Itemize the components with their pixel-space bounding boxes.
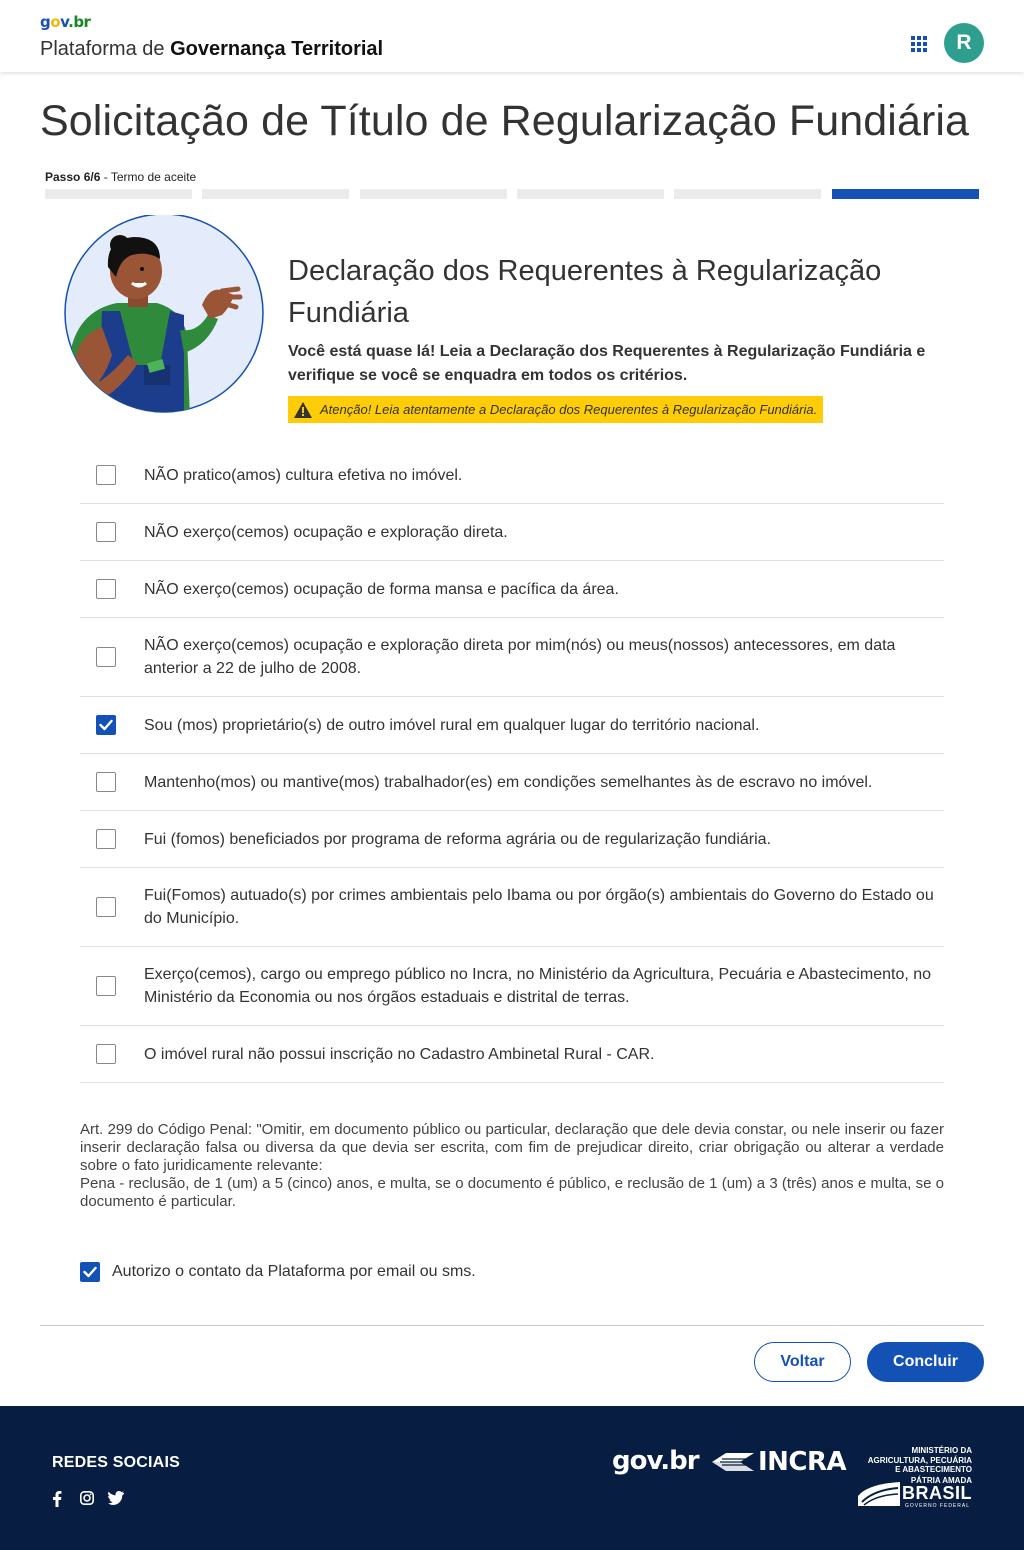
facebook-icon[interactable] xyxy=(52,1491,66,1507)
site-footer xyxy=(0,1406,1024,1550)
step-bar-5 xyxy=(674,189,821,199)
criteria-item-10[interactable] xyxy=(80,1026,944,1083)
site-header xyxy=(0,0,1024,72)
criteria-label: Exerço(cemos), cargo ou emprego público no Incra, no Ministério da Agricultura, Pecuária e Abastecimento, no Ministério da Economia ou nos órgãos estaduais e distrital de terras. xyxy=(144,966,932,1006)
criteria-item-9[interactable] xyxy=(80,947,944,1026)
social-links xyxy=(52,1491,124,1507)
mapa-brasil-text: BRASIL xyxy=(902,1483,972,1503)
govbr-footer-logo[interactable]: gov.br xyxy=(612,1446,699,1476)
user-avatar[interactable]: R xyxy=(944,23,984,63)
mapa-brasil-logo[interactable] xyxy=(852,1446,972,1509)
back-button[interactable]: Voltar xyxy=(754,1342,851,1382)
warning-icon xyxy=(294,402,312,418)
penal-code-article: Art. 299 do Código Penal: "Omitir, em documento público ou particular, declaração que dele devia constar, ou nele inserir ou fazer inserir declaração falsa ou diversa da que devia ser escrita, com fim de prejudicar direito, criar obrigação ou alterar a verdade sobre o fato juridicamente relevante: xyxy=(80,1121,944,1174)
contact-consent[interactable] xyxy=(80,1262,476,1282)
criteria-checkbox[interactable] xyxy=(96,715,116,735)
divider xyxy=(40,1325,984,1326)
consent-checkbox[interactable] xyxy=(80,1262,100,1282)
criteria-item-2[interactable] xyxy=(80,504,944,561)
criteria-item-7[interactable] xyxy=(80,811,944,868)
finish-button[interactable]: Concluir xyxy=(867,1342,984,1382)
criteria-label: O imóvel rural não possui inscrição no Cadastro Ambinetal Rural - CAR. xyxy=(144,1045,655,1063)
instagram-icon[interactable] xyxy=(80,1491,94,1507)
mapa-line-2: AGRICULTURA, PECUÁRIA xyxy=(867,1456,972,1465)
brasil-flag-icon xyxy=(858,1480,900,1506)
step-bar-2 xyxy=(202,189,349,199)
criteria-label: Mantenho(mos) ou mantive(mos) trabalhador(es) em condições semelhantes às de escravo no imóvel. xyxy=(144,773,873,791)
criteria-item-6[interactable] xyxy=(80,754,944,811)
farmer-illustration xyxy=(62,215,266,419)
criteria-item-1[interactable] xyxy=(80,447,944,504)
criteria-checkbox[interactable] xyxy=(96,579,116,599)
incra-logo-text: INCRA xyxy=(758,1447,847,1477)
criteria-item-4[interactable] xyxy=(80,618,944,697)
attention-alert xyxy=(288,396,823,423)
criteria-checkbox[interactable] xyxy=(96,829,116,849)
criteria-label: NÃO pratico(amos) cultura efetiva no imóvel. xyxy=(144,466,463,484)
criteria-checkbox[interactable] xyxy=(96,522,116,542)
criteria-label: Sou (mos) proprietário(s) de outro imóvel rural em qualquer lugar do território nacional. xyxy=(144,716,760,734)
apps-grid-icon[interactable] xyxy=(911,36,929,52)
criteria-item-3[interactable] xyxy=(80,561,944,618)
twitter-icon[interactable] xyxy=(108,1491,124,1507)
incra-emblem-icon xyxy=(712,1451,754,1473)
criteria-checkbox[interactable] xyxy=(96,897,116,917)
criteria-checkbox[interactable] xyxy=(96,465,116,485)
mapa-gov-text: GOVERNO FEDERAL xyxy=(904,1503,970,1509)
app-name: Plataforma de Governança Territorial xyxy=(40,38,384,60)
criteria-checkbox[interactable] xyxy=(96,1044,116,1064)
attention-text: Atenção! Leia atentamente a Declaração dos Requerentes à Regularização Fundiária. xyxy=(320,402,818,417)
criteria-label: Fui(Fomos) autuado(s) por crimes ambientais pelo Ibama ou por órgão(s) ambientais do Governo do Estado ou do Município. xyxy=(144,887,934,927)
criteria-label: NÃO exerço(cemos) ocupação de forma mansa e pacífica da área. xyxy=(144,580,619,598)
page-title: Solicitação de Título de Regularização Fundiária xyxy=(40,97,970,145)
criteria-item-5[interactable] xyxy=(80,697,944,754)
declaration-subtitle: Você está quase lá! Leia a Declaração dos Requerentes à Regularização Fundiária e verifique se você se enquadra em todos os critérios. xyxy=(288,343,926,384)
declaration-title: Declaração dos Requerentes à Regularização Fundiária xyxy=(288,255,882,329)
step-bar-1 xyxy=(45,189,192,199)
criteria-item-8[interactable] xyxy=(80,868,944,947)
govbr-logo[interactable]: gov.br xyxy=(40,13,91,31)
step-bar-6 xyxy=(832,189,979,199)
step-bar-3 xyxy=(360,189,507,199)
step-progress xyxy=(45,189,979,199)
mapa-slogan: PÁTRIA AMADA xyxy=(910,1476,972,1485)
criteria-checkbox[interactable] xyxy=(96,976,116,996)
mapa-line-1: MINISTÉRIO DA xyxy=(911,1446,972,1455)
criteria-list xyxy=(80,447,944,1083)
step-indicator: Passo 6/6 - Termo de aceite xyxy=(45,170,197,184)
criteria-label: NÃO exerço(cemos) ocupação e exploração direta. xyxy=(144,523,508,541)
mapa-line-3: E ABASTECIMENTO xyxy=(895,1465,972,1474)
penal-code-notice xyxy=(80,1121,944,1211)
criteria-label: NÃO exerço(cemos) ocupação e exploração direta por mim(nós) ou meus(nossos) antecessores, em data anterior a 22 de julho de 2008. xyxy=(144,637,896,677)
consent-label: Autorizo o contato da Plataforma por email ou sms. xyxy=(112,1263,476,1280)
penal-code-penalty: Pena - reclusão, de 1 (um) a 5 (cinco) anos, e multa, se o documento é público, e reclusão de 1 (um) a 3 (três) anos e multa, se o documento é particular. xyxy=(80,1175,944,1210)
criteria-checkbox[interactable] xyxy=(96,772,116,792)
criteria-label: Fui (fomos) beneficiados por programa de reforma agrária ou de regularização fundiária. xyxy=(144,830,771,848)
incra-logo[interactable] xyxy=(712,1448,846,1476)
criteria-checkbox[interactable] xyxy=(96,647,116,667)
step-bar-4 xyxy=(517,189,664,199)
social-title: REDES SOCIAIS xyxy=(52,1454,180,1471)
brasil-mark xyxy=(852,1476,972,1509)
